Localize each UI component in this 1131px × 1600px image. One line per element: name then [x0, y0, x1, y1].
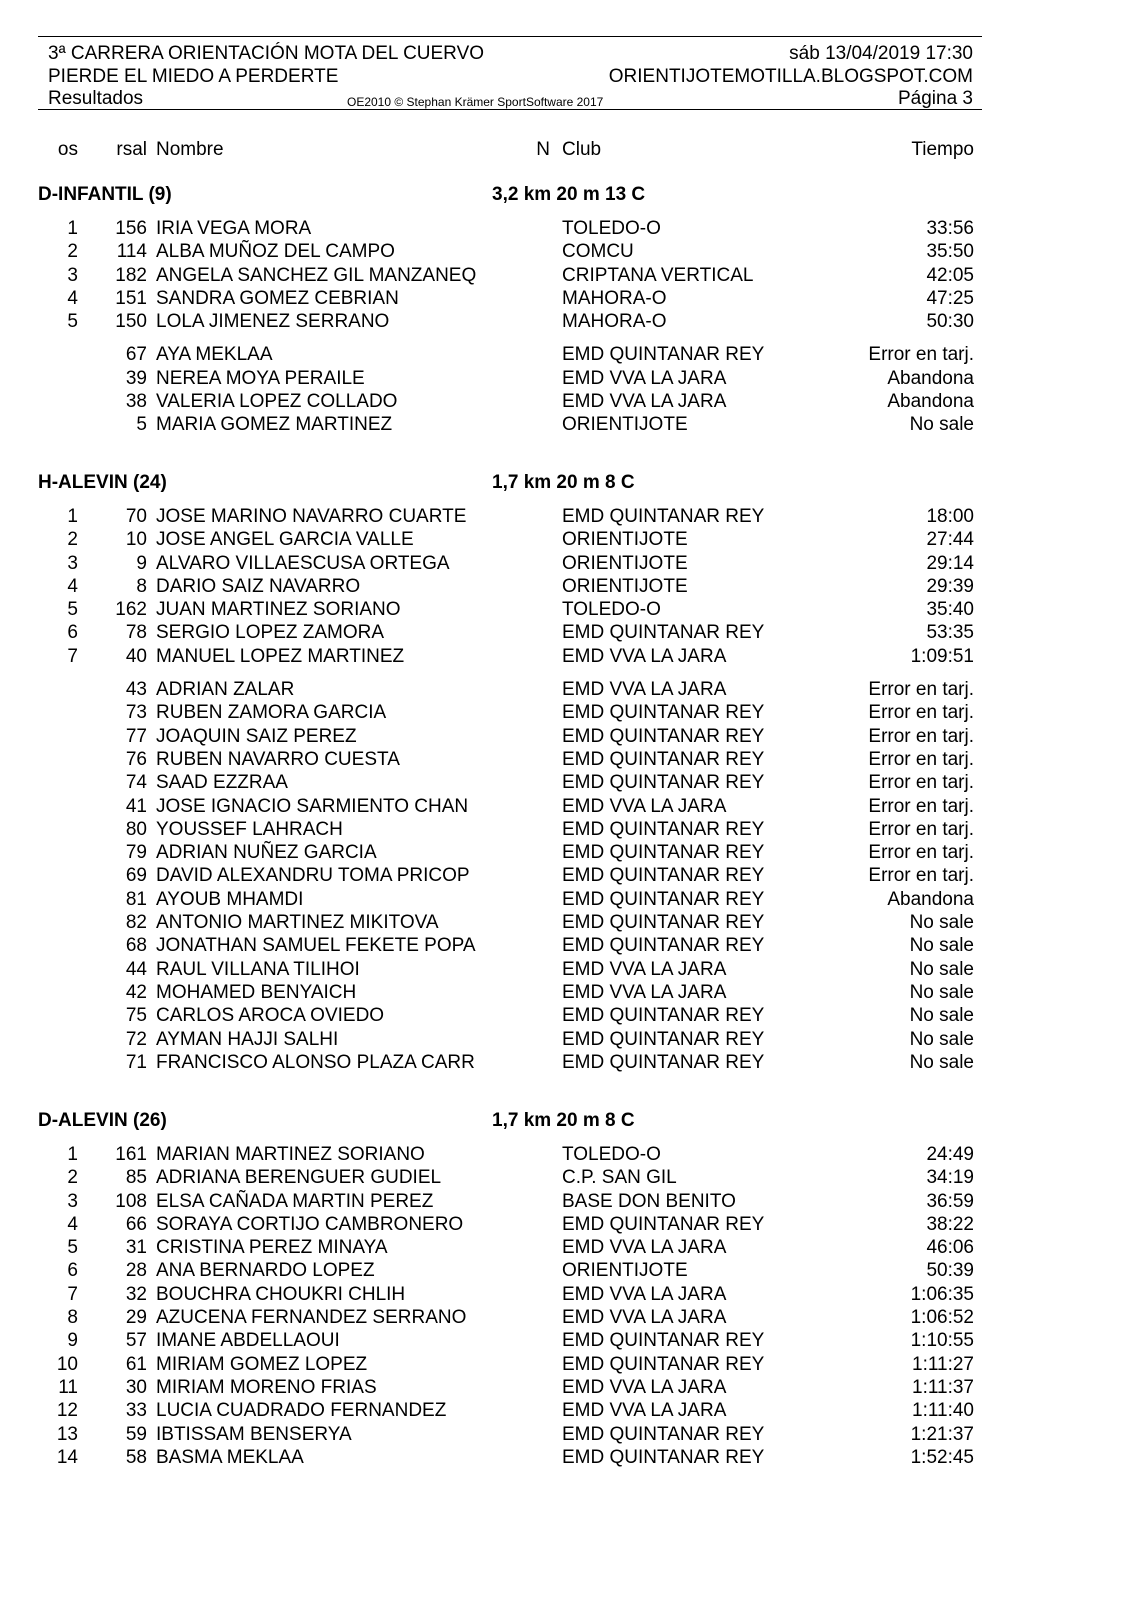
table-row-unranked — [0, 795, 1131, 818]
result-time: 46:06 — [926, 1237, 974, 1259]
position: 3 — [67, 1190, 78, 1212]
result-time: 34:19 — [926, 1167, 974, 1189]
result-time: 42:05 — [926, 264, 974, 286]
runner-name: JUAN MARTINEZ SORIANO — [156, 599, 401, 621]
club-name: EMD QUINTANAR REY — [562, 842, 765, 864]
bib-number: 74 — [125, 772, 147, 794]
club-name: EMD QUINTANAR REY — [562, 888, 765, 910]
position: 2 — [67, 1167, 78, 1189]
table-row-unranked — [0, 1051, 1131, 1074]
result-time: 33:56 — [926, 218, 974, 239]
bib-number: 28 — [125, 1260, 147, 1282]
bib-number: 78 — [125, 622, 147, 644]
bib-number: 40 — [125, 645, 147, 667]
table-row — [0, 1306, 1131, 1329]
table-row-unranked — [0, 981, 1131, 1004]
doc-type: Resultados — [48, 88, 144, 109]
position: 4 — [67, 287, 78, 309]
position: 1 — [67, 218, 78, 239]
result-time: 35:50 — [926, 241, 974, 263]
bib-number: 57 — [125, 1330, 147, 1352]
position: 6 — [67, 1260, 78, 1282]
club-name: ORIENTIJOTE — [562, 529, 688, 551]
table-row — [0, 575, 1131, 598]
bib-number: 151 — [115, 287, 147, 309]
result-status: No sale — [909, 1051, 974, 1073]
table-row-unranked — [0, 701, 1131, 724]
table-row-unranked — [0, 888, 1131, 911]
table-row — [0, 240, 1131, 263]
club-name: EMD VVA LA JARA — [562, 981, 727, 1003]
club-name: EMD QUINTANAR REY — [562, 622, 765, 644]
result-status: Abandona — [887, 888, 974, 910]
runner-name: IMANE ABDELLAOUI — [156, 1330, 340, 1352]
runner-name: JOSE ANGEL GARCIA VALLE — [156, 529, 414, 551]
section-h-alevin — [0, 471, 1131, 1074]
result-status: No sale — [909, 414, 974, 436]
runner-name: RAUL VILLANA TILIHOI — [156, 958, 360, 980]
runner-name: ANTONIO MARTINEZ MIKITOVA — [156, 912, 439, 934]
table-row — [0, 1423, 1131, 1446]
bib-number: 61 — [125, 1353, 147, 1375]
runner-name: NEREA MOYA PERAILE — [156, 367, 365, 389]
result-time: 1:06:52 — [910, 1307, 974, 1329]
table-row-unranked — [0, 934, 1131, 957]
table-row — [0, 1259, 1131, 1282]
result-time: 1:11:37 — [912, 1376, 974, 1398]
club-name: EMD VVA LA JARA — [562, 1237, 727, 1259]
table-row-unranked — [0, 678, 1131, 701]
result-status: No sale — [909, 912, 974, 934]
table-row — [0, 1376, 1131, 1399]
runner-name: JOSE MARINO NAVARRO CUARTE — [156, 506, 467, 527]
club-name: EMD QUINTANAR REY — [562, 748, 765, 770]
club-name: EMD QUINTANAR REY — [562, 818, 765, 840]
table-row-unranked — [0, 818, 1131, 841]
result-time: 36:59 — [926, 1190, 974, 1212]
table-row — [0, 1166, 1131, 1189]
result-time: 50:30 — [926, 311, 974, 333]
club-name: EMD QUINTANAR REY — [562, 772, 765, 794]
bib-number: 5 — [136, 414, 147, 436]
club-name: EMD QUINTANAR REY — [562, 1028, 765, 1050]
table-row — [0, 528, 1131, 551]
table-row — [0, 1329, 1131, 1352]
club-name: EMD QUINTANAR REY — [562, 935, 765, 957]
club-name: EMD QUINTANAR REY — [562, 1446, 765, 1468]
club-name: ORIENTIJOTE — [562, 1260, 688, 1282]
runner-name: YOUSSEF LAHRACH — [156, 818, 343, 840]
position: 7 — [67, 1283, 78, 1305]
runner-name: SAAD EZZRAA — [156, 772, 288, 794]
result-status: Error en tarj. — [868, 679, 974, 701]
section-header — [0, 471, 1131, 505]
header-bottom-rule — [38, 109, 982, 110]
runner-name: LOLA JIMENEZ SERRANO — [156, 311, 390, 333]
table-row-unranked — [0, 725, 1131, 748]
page-number: Página 3 — [897, 88, 973, 109]
runner-name: MARIA GOMEZ MARTINEZ — [156, 414, 393, 436]
bib-number: 41 — [125, 795, 147, 817]
club-name: EMD QUINTANAR REY — [562, 912, 765, 934]
table-row — [0, 310, 1131, 333]
runner-name: ELSA CAÑADA MARTIN PEREZ — [156, 1190, 434, 1212]
club-name: EMD QUINTANAR REY — [562, 702, 765, 724]
result-status: Error en tarj. — [868, 702, 974, 724]
event-datetime: sáb 13/04/2019 17:30 — [789, 43, 973, 64]
section-header — [0, 183, 1131, 217]
section-course-details: 1,7 km 20 m 8 C — [492, 472, 635, 493]
position: 3 — [67, 264, 78, 286]
col-time-header: Tiempo — [911, 139, 974, 160]
result-status: No sale — [909, 1005, 974, 1027]
result-time: 1:11:27 — [912, 1353, 974, 1375]
event-website: ORIENTIJOTEMOTILLA.BLOGSPOT.COM — [608, 66, 973, 87]
table-row-unranked — [0, 864, 1131, 887]
bib-number: 108 — [115, 1190, 147, 1212]
event-subtitle: PIERDE EL MIEDO A PERDERTE — [48, 66, 339, 87]
club-name: EMD QUINTANAR REY — [562, 506, 765, 527]
result-time: 29:14 — [926, 552, 974, 574]
position: 9 — [67, 1330, 78, 1352]
club-name: COMCU — [562, 241, 634, 263]
table-row — [0, 1446, 1131, 1469]
result-time: 47:25 — [926, 287, 974, 309]
table-row — [0, 645, 1131, 668]
bib-number: 162 — [115, 599, 147, 621]
runner-name: MANUEL LOPEZ MARTINEZ — [156, 645, 405, 667]
runner-name: MARIAN MARTINEZ SORIANO — [156, 1144, 425, 1165]
result-status: Abandona — [887, 367, 974, 389]
bib-number: 69 — [125, 865, 147, 887]
bib-number: 9 — [136, 552, 147, 574]
table-row — [0, 217, 1131, 240]
bib-number: 66 — [125, 1213, 147, 1235]
result-status: Abandona — [887, 391, 974, 413]
club-name: EMD QUINTANAR REY — [562, 1330, 765, 1352]
runner-name: MIRIAM GOMEZ LOPEZ — [156, 1353, 368, 1375]
bib-number: 161 — [115, 1144, 147, 1165]
bib-number: 71 — [125, 1051, 147, 1073]
result-status: Error en tarj. — [868, 818, 974, 840]
column-headers — [0, 138, 1131, 162]
club-name: ORIENTIJOTE — [562, 414, 688, 436]
bib-number: 33 — [125, 1400, 147, 1422]
runner-name: JOSE IGNACIO SARMIENTO CHAN — [156, 795, 469, 817]
club-name: EMD QUINTANAR REY — [562, 1005, 765, 1027]
club-name: C.P. SAN GIL — [562, 1167, 677, 1189]
bib-number: 75 — [125, 1005, 147, 1027]
runner-name: AYMAN HAJJI SALHI — [156, 1028, 339, 1050]
position: 4 — [67, 1213, 78, 1235]
table-row-unranked — [0, 771, 1131, 794]
table-row — [0, 1283, 1131, 1306]
bib-number: 67 — [125, 344, 147, 366]
runner-name: IRIA VEGA MORA — [156, 218, 312, 239]
runner-name: MIRIAM MORENO FRIAS — [156, 1376, 377, 1398]
bib-number: 77 — [125, 725, 147, 747]
position: 5 — [67, 311, 78, 333]
club-name: EMD VVA LA JARA — [562, 367, 727, 389]
bib-number: 39 — [125, 367, 147, 389]
section-header — [0, 1109, 1131, 1143]
result-status: Error en tarj. — [868, 748, 974, 770]
runner-name: SANDRA GOMEZ CEBRIAN — [156, 287, 399, 309]
result-status: No sale — [909, 1028, 974, 1050]
runner-name: DAVID ALEXANDRU TOMA PRICOP — [156, 865, 470, 887]
section-title: H-ALEVIN (24) — [38, 472, 167, 493]
result-time: 24:49 — [926, 1144, 974, 1165]
result-status: Error en tarj. — [868, 865, 974, 887]
table-row-unranked — [0, 390, 1131, 413]
position: 2 — [67, 529, 78, 551]
software-credit: OE2010 © Stephan Krämer SportSoftware 2017 — [347, 95, 604, 109]
result-time: 1:11:40 — [912, 1400, 974, 1422]
position: 5 — [67, 599, 78, 621]
bib-number: 10 — [125, 529, 147, 551]
result-status: No sale — [909, 958, 974, 980]
result-time: 29:39 — [926, 575, 974, 597]
position: 14 — [56, 1446, 78, 1468]
position: 1 — [67, 1144, 78, 1165]
table-row-unranked — [0, 1004, 1131, 1027]
club-name: EMD QUINTANAR REY — [562, 1051, 765, 1073]
club-name: EMD QUINTANAR REY — [562, 725, 765, 747]
runner-name: ANGELA SANCHEZ GIL MANZANEQ — [156, 264, 477, 286]
runner-name: AYA MEKLAA — [156, 344, 273, 366]
event-title: 3ª CARRERA ORIENTACIÓN MOTA DEL CUERVO — [48, 43, 485, 64]
club-name: EMD VVA LA JARA — [562, 1307, 727, 1329]
section-course-details: 1,7 km 20 m 8 C — [492, 1110, 635, 1131]
position: 1 — [67, 506, 78, 527]
position: 6 — [67, 622, 78, 644]
table-row — [0, 1213, 1131, 1236]
table-row — [0, 264, 1131, 287]
club-name: MAHORA-O — [562, 311, 667, 333]
bib-number: 32 — [125, 1283, 147, 1305]
bib-number: 114 — [116, 241, 147, 263]
table-row — [0, 1353, 1131, 1376]
table-row-unranked — [0, 911, 1131, 934]
result-status: Error en tarj. — [868, 772, 974, 794]
club-name: EMD VVA LA JARA — [562, 645, 727, 667]
bib-number: 79 — [125, 842, 147, 864]
runner-name: JOAQUIN SAIZ PEREZ — [156, 725, 357, 747]
bib-number: 150 — [115, 311, 147, 333]
col-pos-header: os — [57, 139, 78, 160]
position: 2 — [67, 241, 78, 263]
club-name: BASE DON BENITO — [562, 1190, 736, 1212]
club-name: EMD VVA LA JARA — [562, 391, 727, 413]
table-row-unranked — [0, 748, 1131, 771]
table-row-unranked — [0, 958, 1131, 981]
result-time: 1:52:45 — [910, 1446, 974, 1468]
bib-number: 29 — [125, 1307, 147, 1329]
club-name: ORIENTIJOTE — [562, 575, 688, 597]
club-name: TOLEDO-O — [562, 1144, 661, 1165]
result-status: No sale — [909, 981, 974, 1003]
result-status: Error en tarj. — [868, 344, 974, 366]
runner-name: CARLOS AROCA OVIEDO — [156, 1005, 385, 1027]
club-name: EMD QUINTANAR REY — [562, 344, 765, 366]
club-name: EMD VVA LA JARA — [562, 1400, 727, 1422]
bib-number: 70 — [125, 506, 147, 527]
col-name-header: Nombre — [156, 139, 224, 160]
position: 4 — [67, 575, 78, 597]
runner-name: AZUCENA FERNANDEZ SERRANO — [156, 1307, 467, 1329]
result-status: Error en tarj. — [868, 725, 974, 747]
runner-name: SERGIO LOPEZ ZAMORA — [156, 622, 385, 644]
runner-name: RUBEN ZAMORA GARCIA — [156, 702, 387, 724]
result-time: 1:09:51 — [910, 645, 974, 667]
col-club-header: Club — [562, 139, 602, 160]
col-bib-header: rsal — [116, 139, 147, 160]
bib-number: 42 — [125, 981, 147, 1003]
result-time: 18:00 — [926, 506, 974, 527]
position: 12 — [56, 1400, 78, 1422]
runner-name: JONATHAN SAMUEL FEKETE POPA — [156, 935, 476, 957]
club-name: MAHORA-O — [562, 287, 667, 309]
section-course-details: 3,2 km 20 m 13 C — [492, 184, 646, 205]
result-time: 53:35 — [926, 622, 974, 644]
bib-number: 80 — [125, 818, 147, 840]
runner-name: SORAYA CORTIJO CAMBRONERO — [156, 1213, 464, 1235]
position: 10 — [56, 1353, 78, 1375]
bib-number: 31 — [125, 1237, 147, 1259]
table-row-unranked — [0, 1028, 1131, 1051]
table-row-unranked — [0, 367, 1131, 390]
bib-number: 73 — [125, 702, 147, 724]
club-name: EMD VVA LA JARA — [562, 679, 727, 701]
club-name: TOLEDO-O — [562, 218, 661, 239]
position: 7 — [67, 645, 78, 667]
runner-name: ALBA MUÑOZ DEL CAMPO — [156, 241, 395, 263]
club-name: EMD VVA LA JARA — [562, 1376, 727, 1398]
result-time: 1:21:37 — [910, 1423, 974, 1445]
club-name: TOLEDO-O — [562, 599, 661, 621]
runner-name: BASMA MEKLAA — [156, 1446, 304, 1468]
runner-name: DARIO SAIZ NAVARRO — [156, 575, 361, 597]
club-name: EMD VVA LA JARA — [562, 958, 727, 980]
club-name: EMD QUINTANAR REY — [562, 865, 765, 887]
section-title: D-INFANTIL (9) — [38, 184, 172, 205]
club-name: ORIENTIJOTE — [562, 552, 688, 574]
runner-name: IBTISSAM BENSERYA — [156, 1423, 352, 1445]
result-status: Error en tarj. — [868, 842, 974, 864]
table-row-unranked — [0, 413, 1131, 436]
result-time: 27:44 — [926, 529, 974, 551]
section-d-alevin — [0, 1109, 1131, 1469]
header-row-2 — [48, 65, 973, 89]
bib-number: 59 — [125, 1423, 147, 1445]
header-top-rule — [38, 36, 982, 37]
result-time: 50:39 — [926, 1260, 974, 1282]
table-row — [0, 1236, 1131, 1259]
club-name: EMD QUINTANAR REY — [562, 1213, 765, 1235]
table-row — [0, 1399, 1131, 1422]
table-row — [0, 621, 1131, 644]
position: 3 — [67, 552, 78, 574]
result-time: 38:22 — [926, 1213, 974, 1235]
table-row-unranked — [0, 841, 1131, 864]
header-row-3 — [48, 87, 973, 111]
bib-number: 72 — [125, 1028, 147, 1050]
bib-number: 8 — [136, 575, 147, 597]
section-d-infantil — [0, 183, 1131, 437]
bib-number: 43 — [125, 679, 147, 701]
table-row — [0, 598, 1131, 621]
table-row — [0, 287, 1131, 310]
bib-number: 85 — [125, 1167, 147, 1189]
runner-name: CRISTINA PEREZ MINAYA — [156, 1237, 388, 1259]
result-status: No sale — [909, 935, 974, 957]
position: 5 — [67, 1237, 78, 1259]
bib-number: 30 — [125, 1376, 147, 1398]
section-title: D-ALEVIN (26) — [38, 1110, 167, 1131]
position: 8 — [67, 1307, 78, 1329]
bib-number: 81 — [125, 888, 147, 910]
bib-number: 68 — [125, 935, 147, 957]
position: 11 — [58, 1376, 78, 1398]
club-name: EMD VVA LA JARA — [562, 1283, 727, 1305]
club-name: EMD QUINTANAR REY — [562, 1423, 765, 1445]
result-time: 1:06:35 — [910, 1283, 974, 1305]
bib-number: 58 — [125, 1446, 147, 1468]
bib-number: 82 — [125, 912, 147, 934]
bib-number: 44 — [125, 958, 147, 980]
runner-name: ADRIANA BERENGUER GUDIEL — [156, 1167, 442, 1189]
runner-name: ADRIAN ZALAR — [156, 679, 295, 701]
table-row-unranked — [0, 343, 1131, 366]
runner-name: LUCIA CUADRADO FERNANDEZ — [156, 1400, 447, 1422]
header-row-1 — [48, 42, 973, 66]
table-row — [0, 1143, 1131, 1166]
table-row — [0, 552, 1131, 575]
runner-name: BOUCHRA CHOUKRI CHLIH — [156, 1283, 406, 1305]
runner-name: AYOUB MHAMDI — [156, 888, 304, 910]
result-time: 1:10:55 — [910, 1330, 974, 1352]
position: 13 — [56, 1423, 78, 1445]
bib-number: 156 — [115, 218, 147, 239]
runner-name: ADRIAN NUÑEZ GARCIA — [156, 842, 377, 864]
bib-number: 182 — [115, 264, 147, 286]
table-row — [0, 505, 1131, 528]
runner-name: ALVARO VILLAESCUSA ORTEGA — [156, 552, 450, 574]
bib-number: 38 — [125, 391, 147, 413]
club-name: EMD VVA LA JARA — [562, 795, 727, 817]
runner-name: FRANCISCO ALONSO PLAZA CARR — [156, 1051, 475, 1073]
result-status: Error en tarj. — [868, 795, 974, 817]
club-name: CRIPTANA VERTICAL — [562, 264, 754, 286]
runner-name: VALERIA LOPEZ COLLADO — [156, 391, 398, 413]
result-time: 35:40 — [926, 599, 974, 621]
runner-name: RUBEN NAVARRO CUESTA — [156, 748, 400, 770]
bib-number: 76 — [125, 748, 147, 770]
club-name: EMD QUINTANAR REY — [562, 1353, 765, 1375]
runner-name: ANA BERNARDO LOPEZ — [156, 1260, 375, 1282]
runner-name: MOHAMED BENYAICH — [156, 981, 357, 1003]
table-row — [0, 1190, 1131, 1213]
col-n-header: N — [536, 139, 550, 160]
